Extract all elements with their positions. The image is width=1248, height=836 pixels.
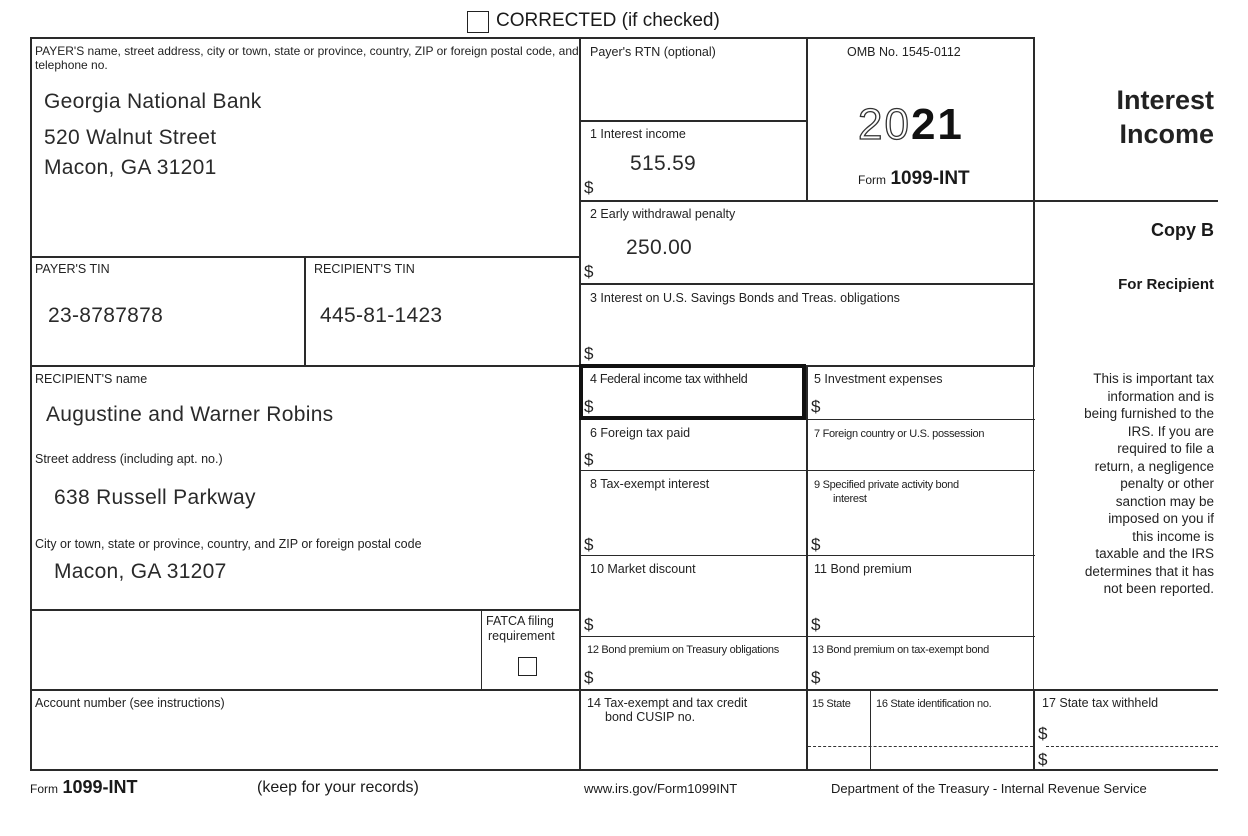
line-row-6-8 — [579, 470, 1035, 471]
payer-street: 520 Walnut Street — [44, 126, 217, 149]
divider-state-1 — [870, 690, 871, 770]
box1-dollar: $ — [584, 178, 594, 197]
box11-label: 11 Bond premium — [814, 562, 912, 576]
box10-label: 10 Market discount — [590, 562, 696, 576]
line-row-8-10 — [579, 555, 1035, 556]
notice-line: information and is — [1107, 388, 1214, 404]
box9-label-2: interest — [833, 493, 867, 505]
fatca-label-1: FATCA filing — [486, 614, 554, 628]
box6-dollar: $ — [584, 450, 594, 469]
box14-label-2: bond CUSIP no. — [605, 710, 696, 724]
line-row-12-14 — [30, 689, 1218, 691]
for-recipient-label: For Recipient — [1118, 276, 1214, 293]
line-recipient-bottom — [30, 609, 581, 611]
box4-label: 4 Federal income tax withheld — [590, 372, 748, 386]
footer-form-prefix: Form — [30, 782, 58, 796]
notice-line: penalty or other — [1120, 476, 1214, 491]
tax-year — [858, 100, 964, 150]
form-id-omb — [858, 168, 970, 190]
tax-year-suffix: 21 — [910, 100, 964, 149]
copy-label: Copy B — [1151, 220, 1214, 240]
divider-fatca — [481, 609, 482, 690]
box15-label: 15 State — [812, 698, 851, 710]
footer-keep: (keep for your records) — [257, 779, 419, 796]
box13-dollar: $ — [811, 668, 821, 687]
box6-label: 6 Foreign tax paid — [590, 426, 691, 440]
fatca-checkbox[interactable] — [518, 657, 537, 676]
state-dash-right — [1046, 746, 1218, 747]
corrected-label: CORRECTED (if checked) — [496, 10, 720, 31]
payer-tin[interactable]: 23-8787878 — [48, 304, 164, 327]
box9-dollar: $ — [811, 535, 821, 554]
box3-dollar: $ — [584, 344, 594, 363]
box1-value[interactable]: 515.59 — [630, 152, 697, 175]
box4-dollar: $ — [584, 397, 594, 416]
top-border — [30, 37, 1034, 39]
box7-label: 7 Foreign country or U.S. possession — [814, 428, 985, 440]
notice-line: imposed on you if — [1108, 511, 1214, 526]
payer-city: Macon, GA 31201 — [44, 156, 217, 179]
left-border — [30, 37, 32, 770]
box2-value[interactable]: 250.00 — [626, 236, 693, 259]
box8-dollar: $ — [584, 535, 594, 554]
recipient-name[interactable]: Augustine and Warner Robins — [46, 403, 334, 426]
recipient-tin[interactable]: 445-81-1423 — [320, 304, 443, 327]
payer-name: Georgia National Bank — [44, 90, 262, 113]
state-dash-left — [808, 746, 1033, 747]
recipient-city[interactable]: Macon, GA 31207 — [54, 560, 227, 583]
footer-url[interactable]: www.irs.gov/Form1099INT — [584, 781, 738, 796]
corrected-checkbox[interactable] — [467, 11, 489, 33]
divider-omb — [806, 37, 808, 200]
recipient-name-label: RECIPIENT'S name — [35, 372, 148, 386]
box5-dollar: $ — [811, 397, 821, 416]
box9-label-1: 9 Specified private activity bond — [814, 479, 959, 491]
notice-line: IRS. If you are — [1127, 423, 1214, 439]
box10-dollar: $ — [584, 615, 594, 634]
form-title-line2: Income — [1119, 119, 1214, 149]
footer-form-name: 1099-INT — [62, 777, 138, 797]
account-label: Account number (see instructions) — [35, 696, 225, 710]
payer-tin-label: PAYER'S TIN — [35, 262, 110, 276]
recipient-city-label: City or town, state or province, country, and ZIP or foreign postal code — [35, 537, 422, 551]
box14-label-1: 14 Tax-exempt and tax credit — [587, 696, 748, 710]
form-title-line1: Interest — [1116, 85, 1214, 115]
notice-line: taxable and the IRS — [1095, 546, 1214, 561]
divider-right-lower — [1033, 690, 1035, 770]
box12-label: 12 Bond premium on Treasury obligations — [587, 644, 779, 656]
box2-label: 2 Early withdrawal penalty — [590, 207, 736, 221]
box17-dollar-2: $ — [1038, 750, 1048, 769]
line-tin-bottom — [30, 365, 581, 367]
notice-line: this income is — [1132, 528, 1214, 544]
form-prefix: Form — [858, 173, 886, 187]
notice-line: not been reported. — [1103, 581, 1214, 596]
box2-dollar: $ — [584, 262, 594, 281]
notice-line: required to file a — [1117, 441, 1214, 456]
notice-line: return, a negligence — [1094, 458, 1214, 474]
payer-rtn-label: Payer's RTN (optional) — [590, 45, 716, 59]
form-name: 1099-INT — [890, 168, 970, 189]
footer-form-id — [30, 777, 138, 798]
notice-line: This is important tax — [1093, 371, 1214, 386]
box8-label: 8 Tax-exempt interest — [590, 477, 710, 491]
box11-dollar: $ — [811, 615, 821, 634]
box17-dollar-1: $ — [1038, 724, 1048, 743]
notice-line: sanction may be — [1115, 493, 1214, 509]
divider-box-col — [806, 365, 808, 770]
box3-label: 3 Interest on U.S. Savings Bonds and Treas. obligations — [590, 291, 900, 305]
payer-label: PAYER'S name, street address, city or town, state or province, country, ZIP or foreign postal code, and telephone no. — [35, 44, 579, 72]
footer-dept: Department of the Treasury - Internal Revenue Service — [831, 781, 1147, 796]
recipient-street-label: Street address (including apt. no.) — [35, 452, 223, 466]
box1-label: 1 Interest income — [590, 127, 686, 141]
line-rtn-bottom — [579, 120, 807, 122]
notice-line: determines that it has — [1084, 563, 1214, 579]
divider-tin — [304, 256, 306, 366]
line-row-10-12 — [579, 636, 1035, 637]
box17-label: 17 State tax withheld — [1042, 696, 1159, 710]
box12-dollar: $ — [584, 668, 594, 687]
notice-text — [1024, 370, 1214, 598]
box5-label: 5 Investment expenses — [814, 372, 943, 386]
line-title-bottom — [1034, 200, 1218, 202]
line-box1-bottom — [579, 200, 1035, 202]
tax-year-prefix: 20 — [858, 100, 911, 149]
recipient-street[interactable]: 638 Russell Parkway — [54, 486, 256, 509]
recipient-tin-label: RECIPIENT'S TIN — [314, 262, 415, 276]
box13-label: 13 Bond premium on tax-exempt bond — [812, 644, 989, 656]
notice-line: being furnished to the — [1084, 406, 1214, 421]
line-box2-bottom — [579, 283, 1035, 285]
box16-label: 16 State identification no. — [876, 698, 992, 710]
fatca-label-2: requirement — [488, 629, 555, 643]
omb-number: OMB No. 1545-0112 — [847, 45, 961, 59]
